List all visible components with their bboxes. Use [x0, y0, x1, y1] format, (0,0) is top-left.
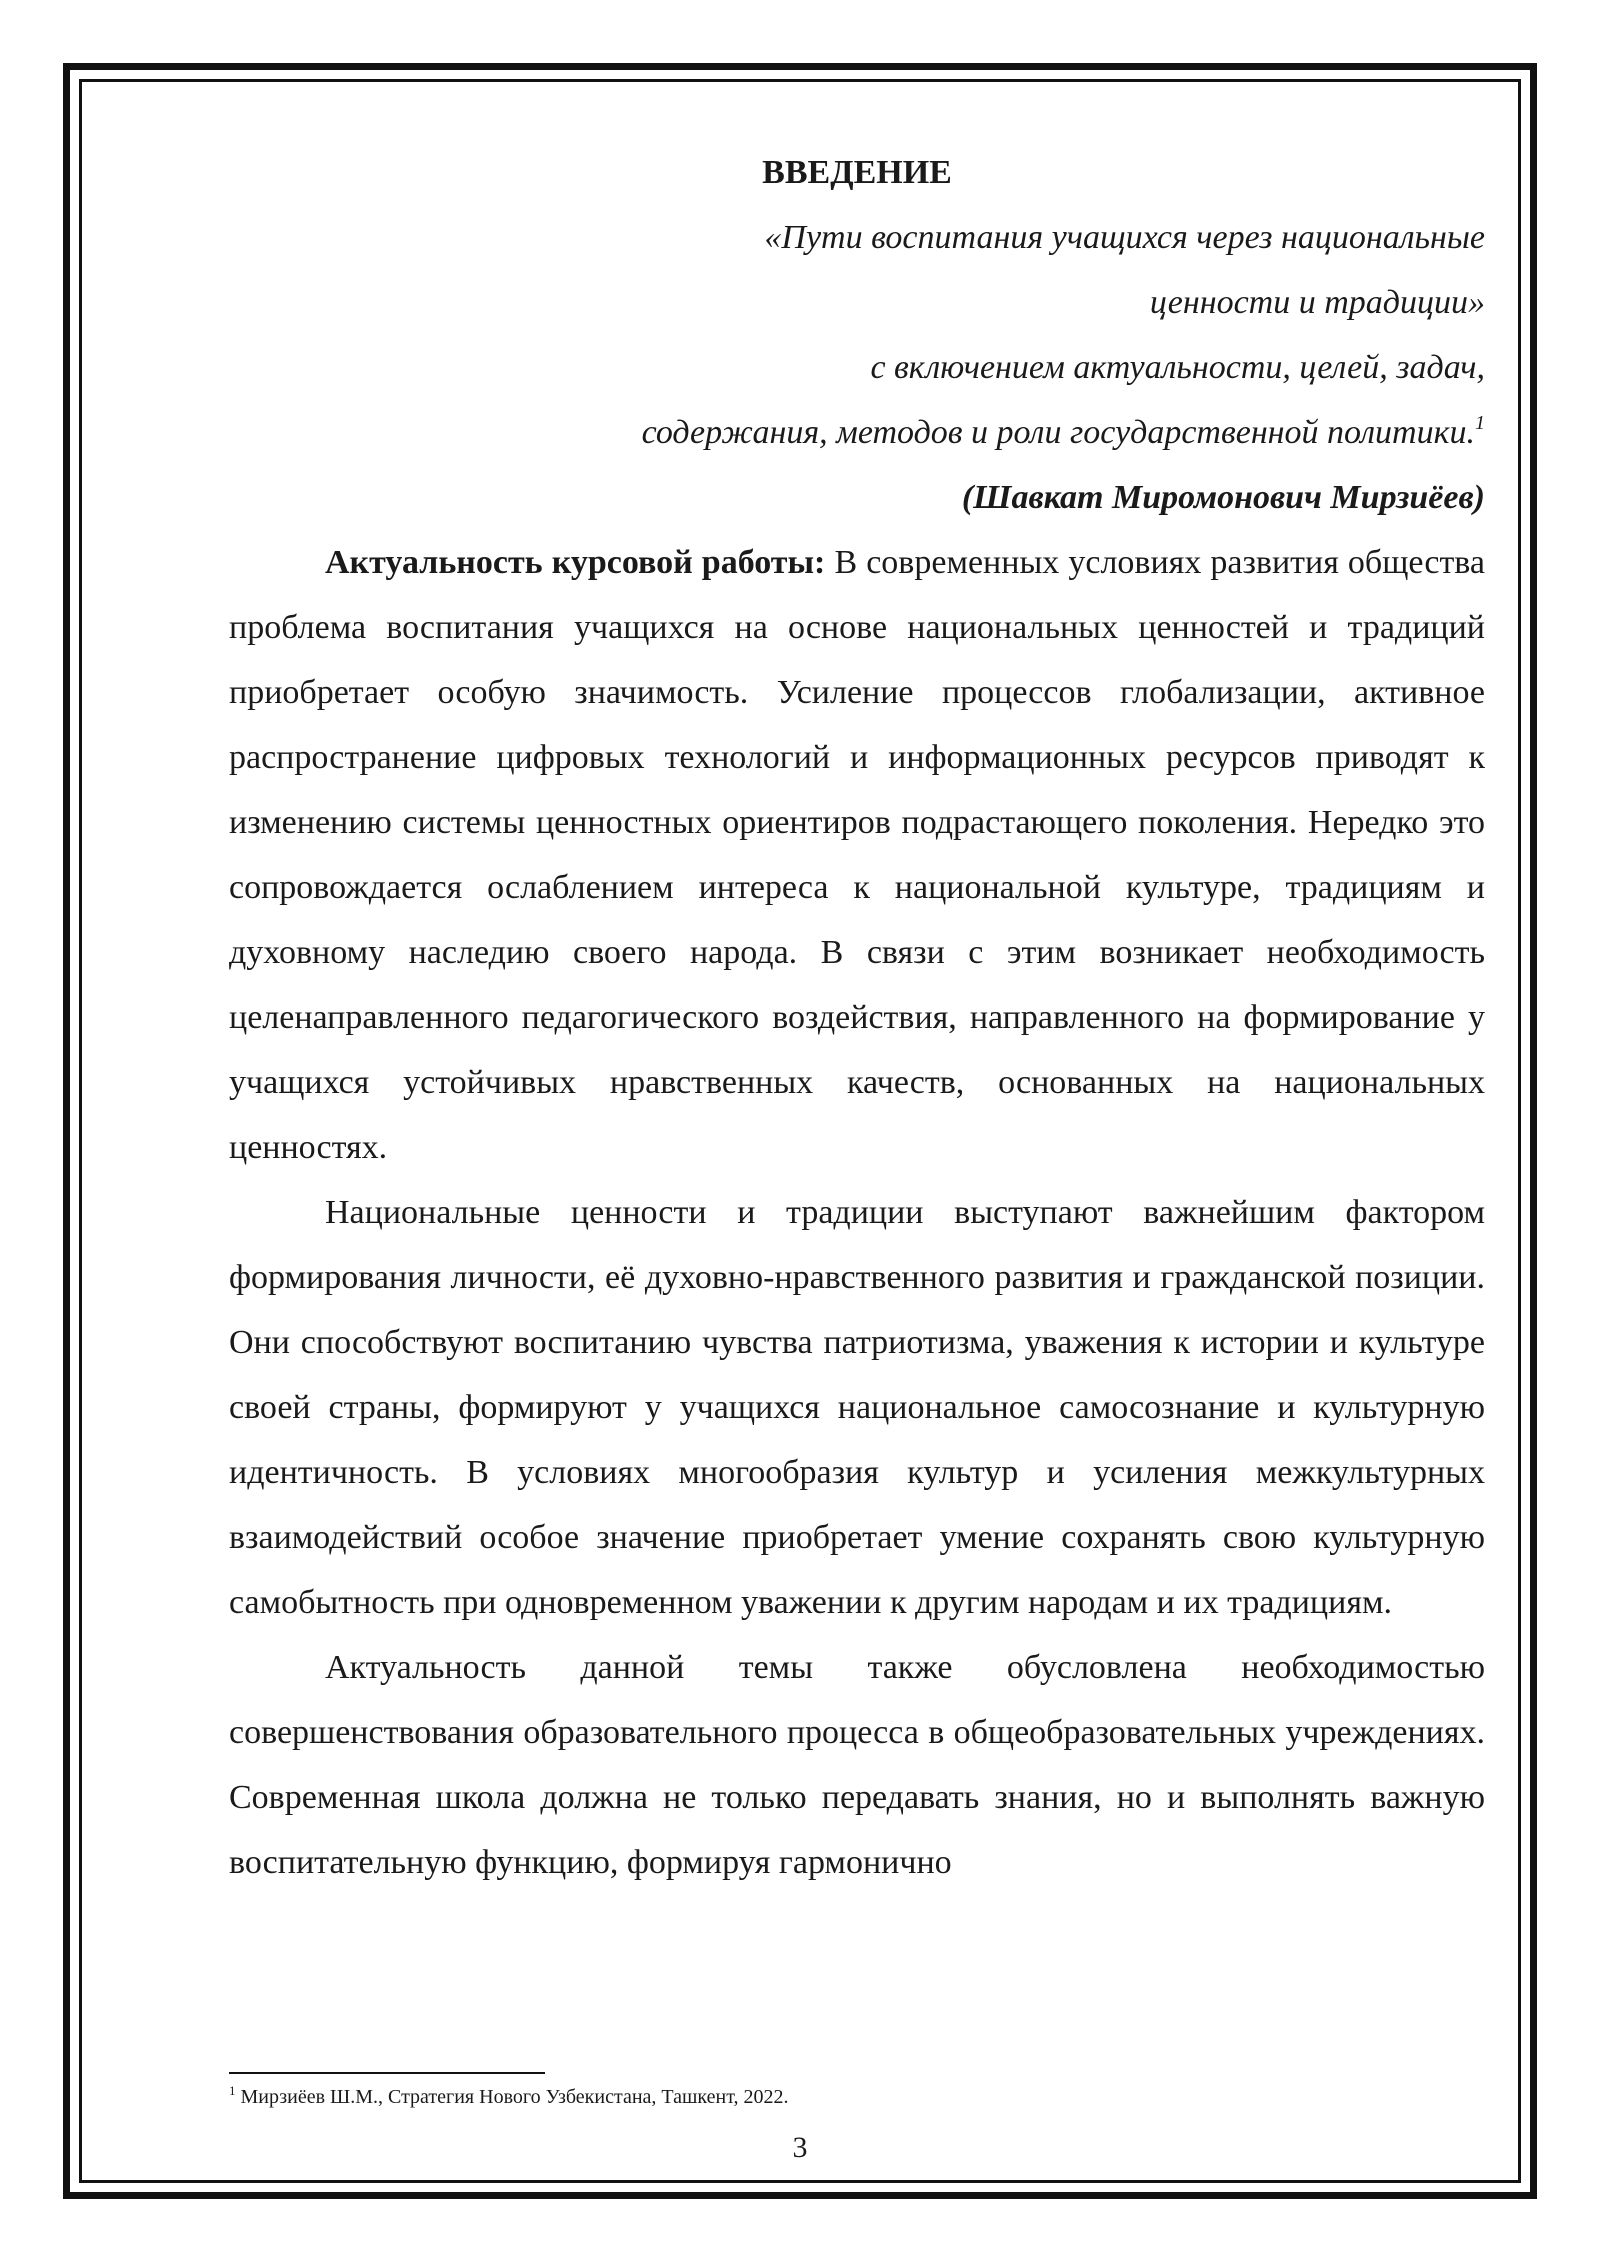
- paragraph-lead: Актуальность курсовой работы:: [325, 544, 826, 581]
- epigraph-line-text: содержания, методов и роли государственной политики.: [641, 414, 1475, 451]
- epigraph-author: (Шавкат Миромонович Мирзиёев): [961, 479, 1485, 516]
- epigraph: [229, 205, 1485, 530]
- footnote-text: Мирзиёев Ш.М., Стратегия Нового Узбекистана, Ташкент, 2022.: [235, 2086, 789, 2108]
- section-heading: ВВЕДЕНИЕ: [762, 154, 952, 191]
- epigraph-line-with-footnote: [229, 400, 1485, 465]
- footnote-mark: 1: [229, 2083, 236, 2098]
- paragraph-national-values: Национальные ценности и традиции выступают важнейшим фактором формирования личности, её духовно-нравственного развития и гражданской позиции. Они способствуют воспитанию чувства патриотизма, уважения к истории и культуре своей страны, формируют у учащихся национальное самосознание и культурную идентичность. В условиях многообразия культур и усиления межкультурных взаимодействий особое значение приобретает умение сохранять свою культурную самобытность при одновременном уважении к другим народам и их традициям.: [229, 1194, 1485, 1621]
- page-number: 3: [792, 2131, 808, 2164]
- paragraph-text: В современных условиях развития общества проблема воспитания учащихся на основе национальных ценностей и традиций приобретает особую значимость. Усиление процессов глобализации, активное распространение цифровых технологий и информационных ресурсов приводят к изменению системы ценностных ориентиров подрастающего поколения. Нередко это сопровождается ослаблением интереса к национальной культуре, традициям и духовному наследию своего народа. В связи с этим возникает необходимость целенаправленного педагогического воздействия, направленного на формирование у учащихся устойчивых нравственных качеств, основанных на национальных ценностях.: [229, 544, 1485, 1166]
- epigraph-line: ценности и традиции»: [1149, 284, 1485, 321]
- footnote-reference[interactable]: 1: [1475, 412, 1485, 434]
- paragraph-relevance: [229, 530, 1485, 1180]
- paragraph-education-process: Актуальность данной темы также обусловлена необходимостью совершенствования образовательного процесса в общеобразовательных учреждениях. Современная школа должна не только передавать знания, но и выполнять важную воспитательную функцию, формируя гармонично: [229, 1649, 1485, 1881]
- footnote: [229, 2082, 1485, 2112]
- page-content: [229, 140, 1485, 1895]
- epigraph-line: с включением актуальности, целей, задач,: [870, 349, 1485, 386]
- footnote-separator: [229, 2072, 545, 2074]
- epigraph-line: «Пути воспитания учащихся через национальные: [764, 219, 1485, 256]
